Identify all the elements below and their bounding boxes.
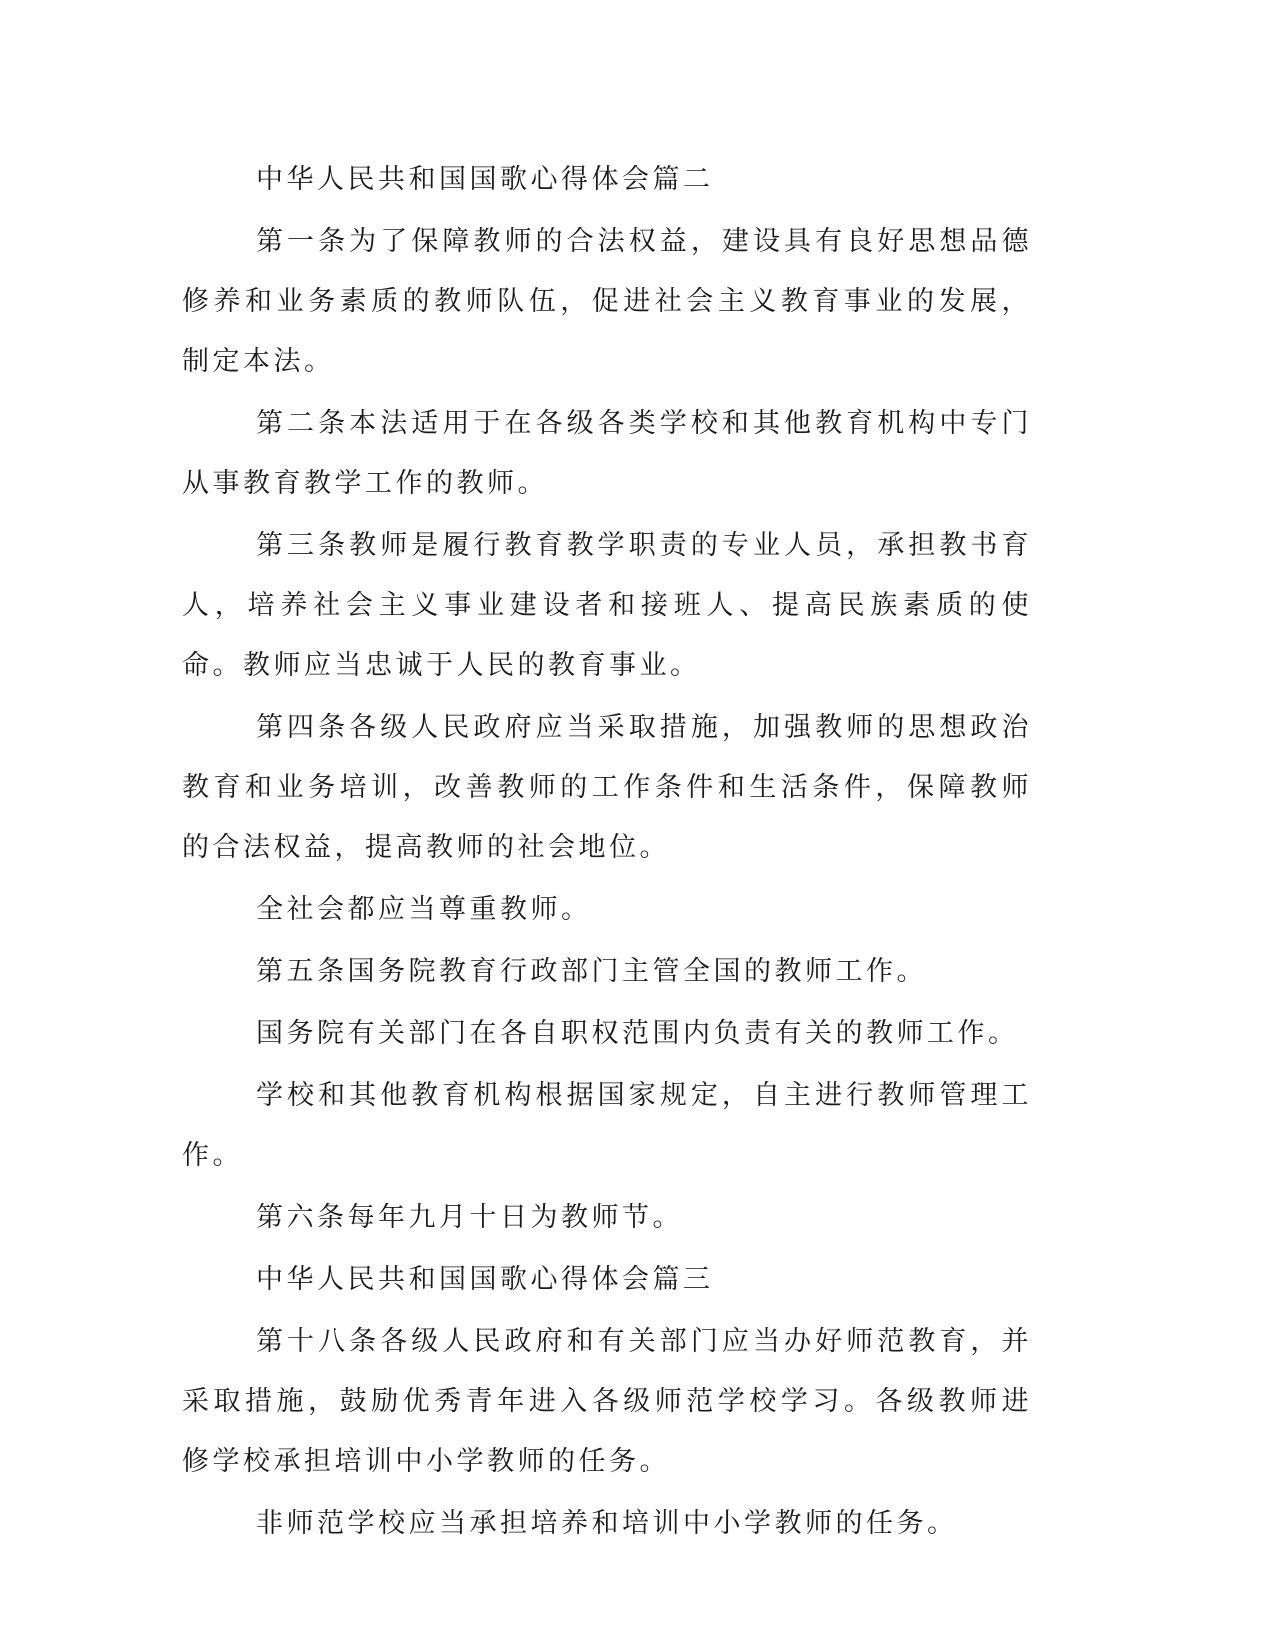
- paragraph-article-18: 第十八条各级人民政府和有关部门应当办好师范教育，并采取措施，鼓励优秀青年进入各级师范学校学习。各级教师进修学校承担培训中小学教师的任务。: [182, 1326, 1032, 1477]
- paragraph-article-2: 第二条本法适用于在各级各类学校和其他教育机构中专门从事教育教学工作的教师。: [182, 408, 1032, 499]
- paragraph-article-5: 第五条国务院教育行政部门主管全国的教师工作。: [256, 956, 927, 987]
- paragraph-state-council: 国务院有关部门在各自职权范围内负责有关的教师工作。: [256, 1018, 1019, 1049]
- paragraph-school-management: 学校和其他教育机构根据国家规定，自主进行教师管理工作。: [182, 1080, 1032, 1171]
- paragraph-non-normal-schools: 非师范学校应当承担培养和培训中小学教师的任务。: [256, 1508, 958, 1539]
- paragraph-article-3: 第三条教师是履行教育教学职责的专业人员，承担教书育人，培养社会主义事业建设者和接班人、提高民族素质的使命。教师应当忠诚于人民的教育事业。: [182, 530, 1032, 681]
- paragraph-article-4: 第四条各级人民政府应当采取措施，加强教师的思想政治教育和业务培训，改善教师的工作条件和生活条件，保障教师的合法权益，提高教师的社会地位。: [182, 712, 1032, 863]
- section-heading-3: 中华人民共和国国歌心得体会篇三: [256, 1264, 714, 1295]
- paragraph-article-6: 第六条每年九月十日为教师节。: [256, 1202, 683, 1233]
- document-body: [182, 150, 1032, 1556]
- section-heading-2: 中华人民共和国国歌心得体会篇二: [256, 164, 714, 195]
- paragraph-article-1: 第一条为了保障教师的合法权益，建设具有良好思想品德修养和业务素质的教师队伍，促进社会主义教育事业的发展，制定本法。: [182, 226, 1032, 377]
- paragraph-respect-teachers: 全社会都应当尊重教师。: [256, 894, 592, 925]
